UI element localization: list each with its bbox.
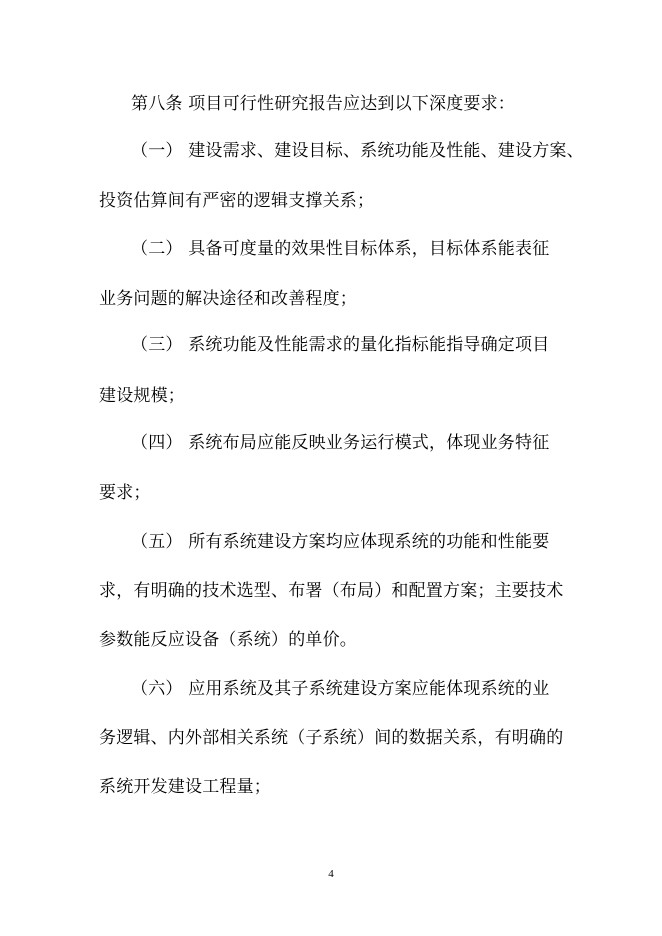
page-number: 4	[328, 868, 334, 880]
paragraph-line: （二） 具备可度量的效果性目标体系，目标体系能表征	[131, 239, 550, 259]
paragraph-line: 要求；	[99, 483, 151, 503]
paragraph-line: （五） 所有系统建设方案均应体现系统的功能和性能要	[131, 532, 550, 552]
paragraph-line: （六） 应用系统及其子系统建设方案应能体现系统的业	[131, 679, 550, 699]
paragraph-line: 业务问题的解决途径和改善程度；	[99, 289, 357, 309]
paragraph-line: （一） 建设需求、建设目标、系统功能及性能、建设方案、	[131, 141, 584, 161]
paragraph-line: （四） 系统布局应能反映业务运行模式，体现业务特征	[131, 433, 550, 453]
article-heading: 第八条 项目可行性研究报告应达到以下深度要求：	[131, 94, 516, 114]
paragraph-line: 建设规模；	[99, 386, 185, 406]
paragraph-line: 投资估算间有严密的逻辑支撑关系；	[99, 191, 375, 211]
paragraph-line: （三） 系统功能及性能需求的量化指标能指导确定项目	[131, 335, 550, 355]
paragraph-line: 参数能反应设备（系统）的单价。	[99, 630, 357, 650]
paragraph-line: 求，有明确的技术选型、布署（布局）和配置方案；主要技术	[99, 581, 564, 601]
paragraph-line: 系统开发建设工程量；	[99, 777, 271, 797]
paragraph-line: 务逻辑、内外部相关系统（子系统）间的数据关系，有明确的	[99, 728, 564, 748]
